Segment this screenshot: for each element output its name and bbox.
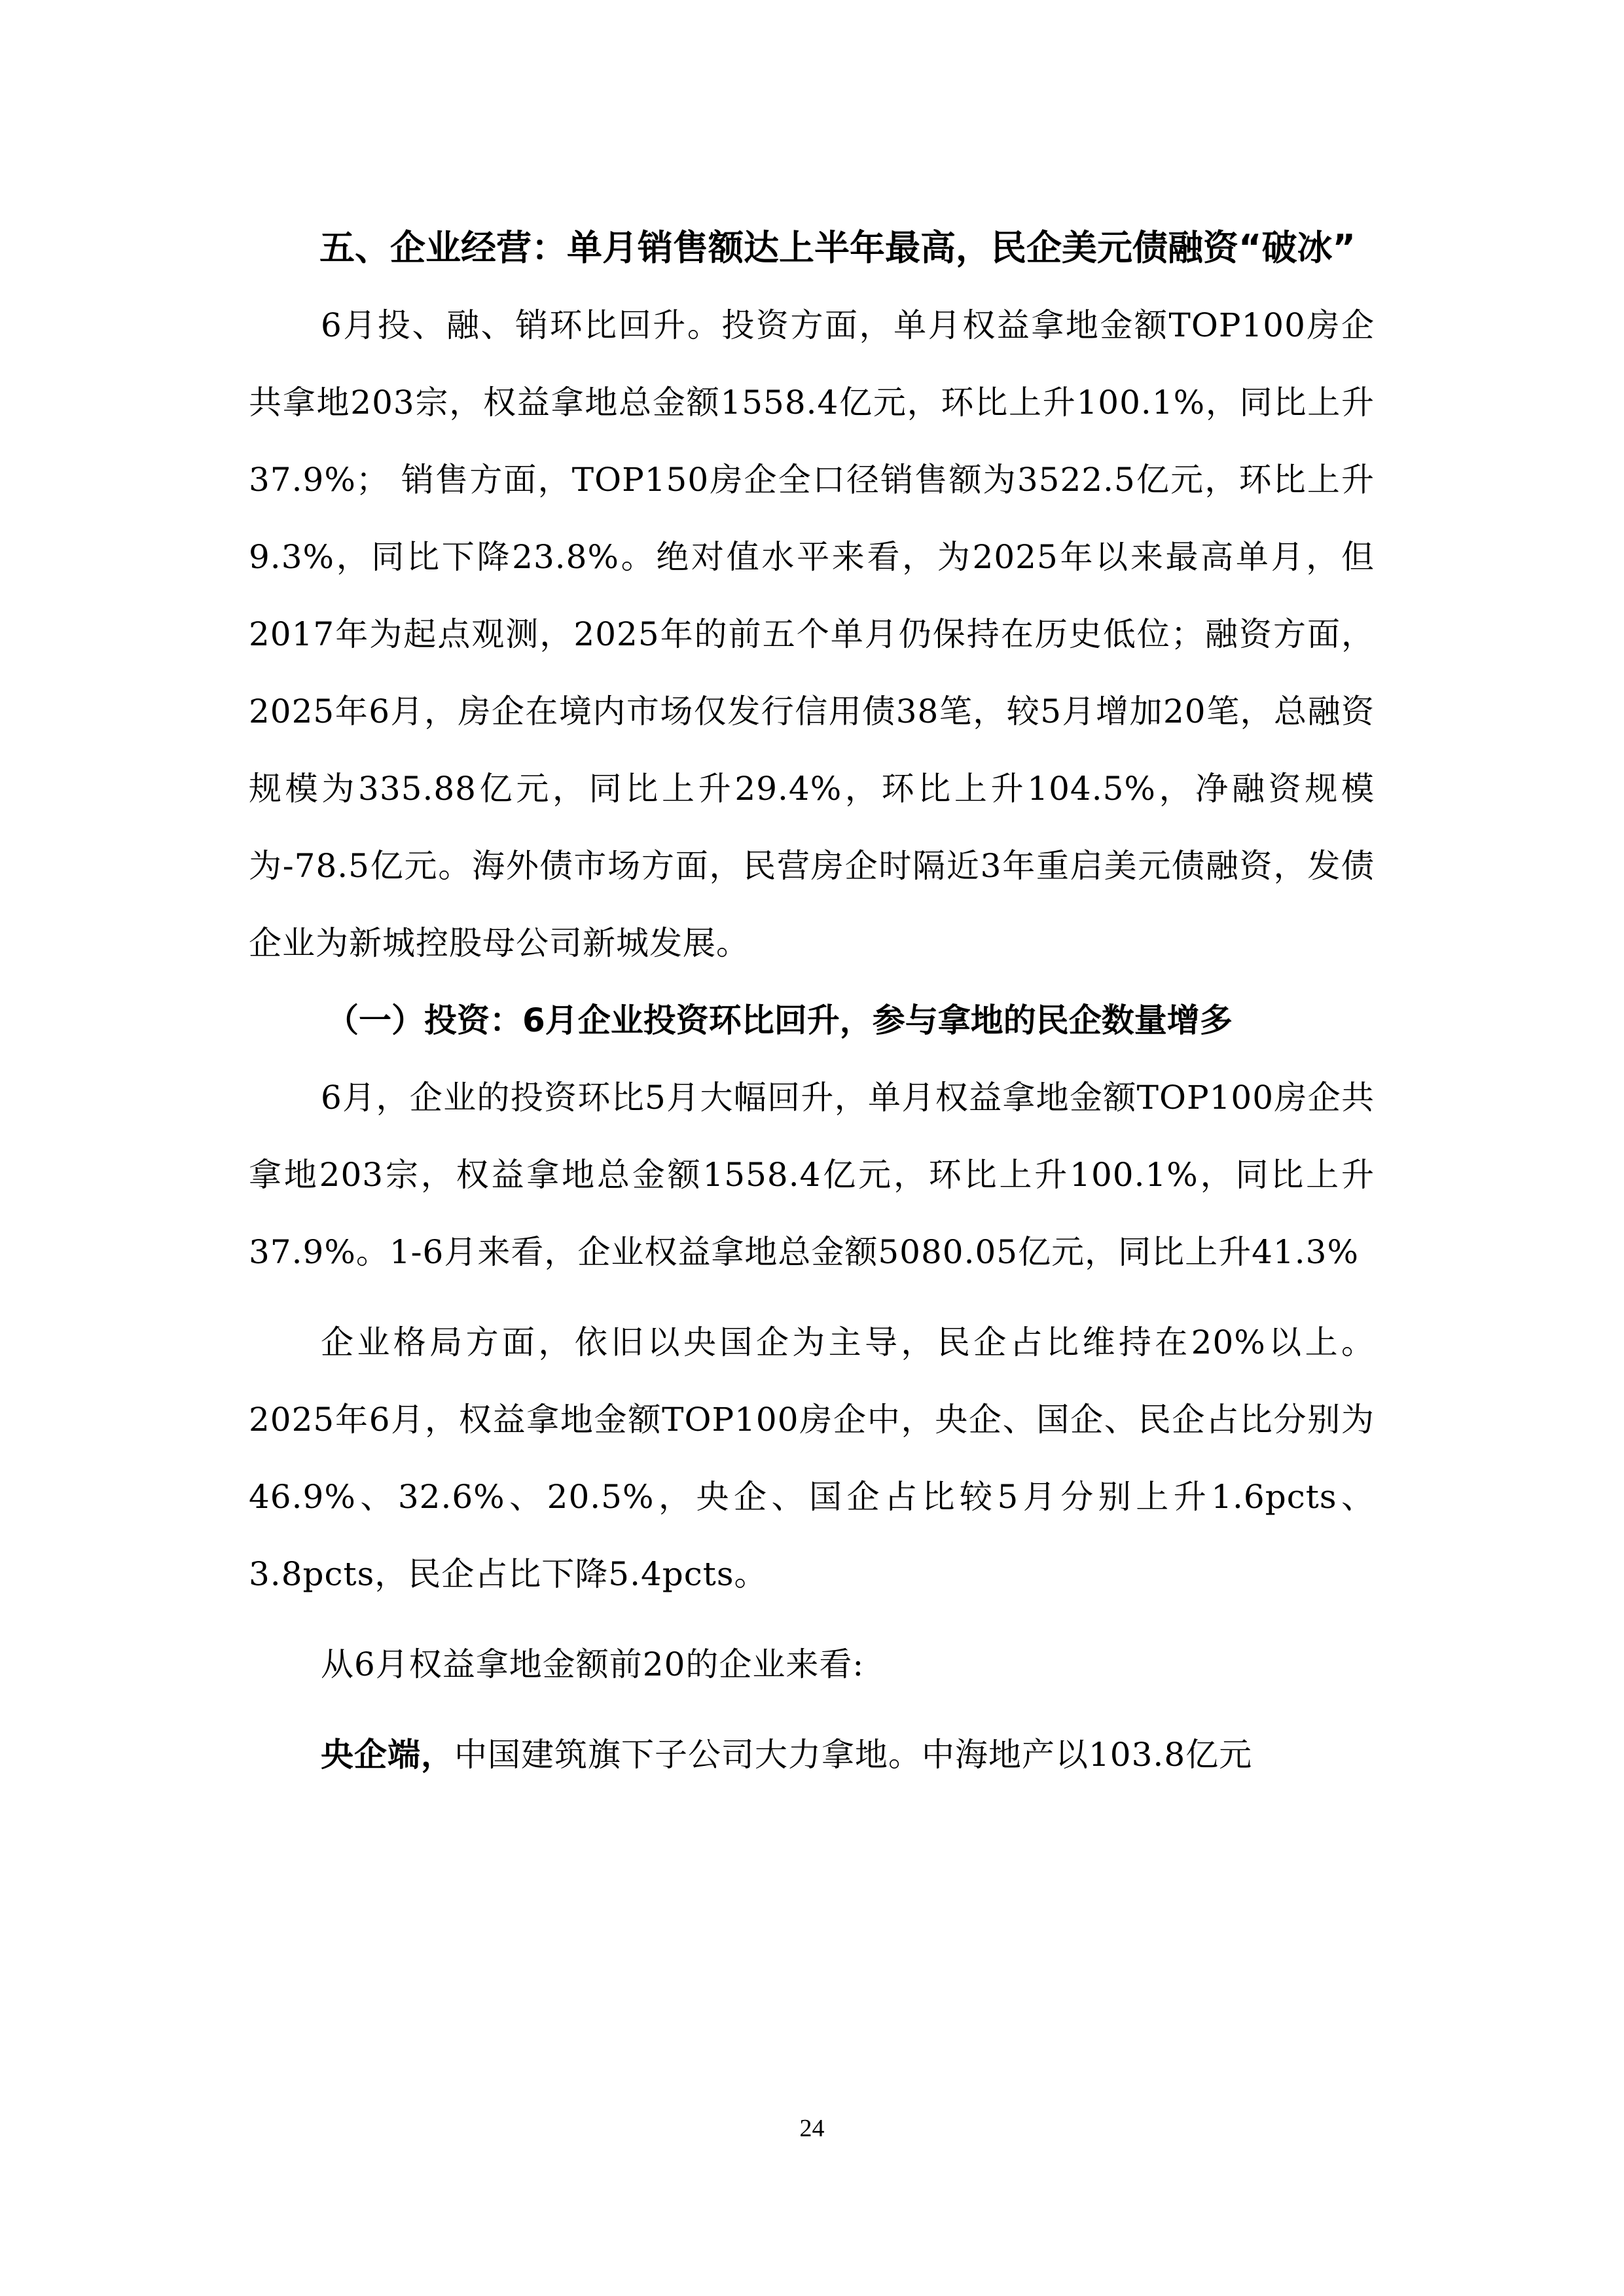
subsection-title: （一）投资：6月企业投资环比回升，参与拿地的民企数量增多 xyxy=(326,1001,1233,1039)
top20-intro-paragraph: 从6月权益拿地金额前20的企业来看: xyxy=(321,1645,865,1683)
central-soe-paragraph xyxy=(249,1716,1375,1793)
investment-paragraph: 6月，企业的投资环比5月大幅回升，单月权益拿地金额TOP100房企共拿地203宗，权益拿地总金额1558.4亿元，环比上升100.1%，同比上升37.9%。1-6月来看，企业权益拿地总金额5080.05亿元，同比上升41.3% xyxy=(249,1079,1375,1271)
central-soe-lead: 央企端， xyxy=(321,1736,454,1774)
enterprise-structure-paragraph: 企业格局方面，依旧以央国企为主导，民企占比维持在20%以上。2025年6月，权益拿地金额TOP100房企中，央企、国企、民企占比分别为46.9%、32.6%、20.5%，央企、国企占比较5月分别上升1.6pcts、3.8pcts，民企占比下降5.4pcts。 xyxy=(249,1323,1375,1593)
central-soe-text: 中国建筑旗下子公司大力拿地。中海地产以103.8亿元 xyxy=(454,1736,1253,1774)
document-page xyxy=(249,209,1375,1793)
overview-paragraph: 6月投、融、销环比回升。投资方面，单月权益拿地金额TOP100房企共拿地203宗，权益拿地总金额1558.4亿元，环比上升100.1%，同比上升37.9%； 销售方面，TOP150房企全口径销售额为3522.5亿元，环比上升9.3%，同比下降23.8%。绝对值水平来看，为2025年以来最高单月，但2017年为起点观测，2025年的前五个单月仍保持在历史低位；融资方面，2025年6月，房企在境内市场仅发行信用债38笔，较5月增加20笔，总融资规模为335.88亿元，同比上升29.4%，环比上升104.5%，净融资规模为-78.5亿元。海外债市场方面，民营房企时隔近3年重启美元债融资，发债企业为新城控股母公司新城发展。 xyxy=(249,306,1375,962)
page-number: 24 xyxy=(799,2115,825,2142)
section-title: 五、企业经营：单月销售额达上半年最高，民企美元债融资“破冰” xyxy=(319,227,1356,268)
